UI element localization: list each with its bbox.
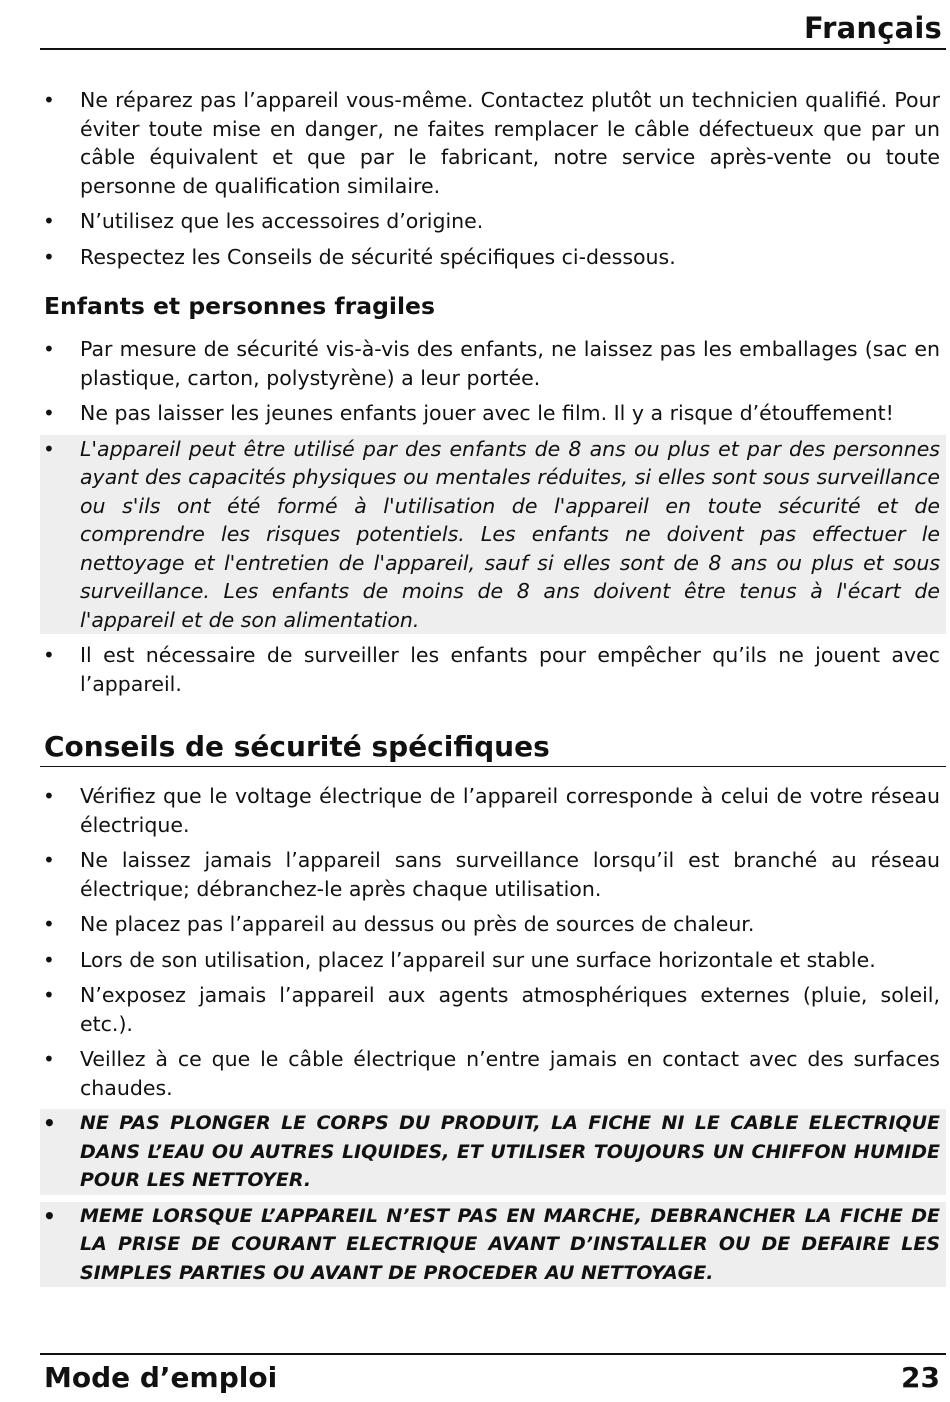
list-item: • Respectez les Conseils de sécurité spécifiques ci-dessous. xyxy=(40,243,946,272)
list-item: • N’exposez jamais l’appareil aux agents atmosphériques externes (pluie, soleil, etc.). xyxy=(40,981,946,1038)
intro-bullet-list xyxy=(0,86,950,271)
footer-title: Mode d’emploi xyxy=(44,1361,278,1394)
list-item: • Ne réparez pas l’appareil vous-même. Contactez plutôt un technicien qualifié. Pour éviter toute mise en danger, ne faites remplacer le câble défectueux que par un câble équivalent et que par le fabricant, notre service après-vente ou toute personne de qualification similaire. xyxy=(40,86,946,200)
warning-list-item: • NE PAS PLONGER LE CORPS DU PRODUIT, LA FICHE NI LE CABLE ELECTRIQUE DANS L’EAU OU AUTRES LIQUIDES, ET UTILISER TOUJOURS UN CHIFFON HUMIDE POUR LES NETTOYER. xyxy=(40,1109,946,1195)
section-rule xyxy=(40,766,946,767)
list-item: • Ne laissez jamais l’appareil sans surveillance lorsqu’il est branché au réseau électrique; débranchez-le après chaque utilisation. xyxy=(40,846,946,903)
header-rule xyxy=(40,48,946,50)
list-item: • Par mesure de sécurité vis-à-vis des enfants, ne laissez pas les emballages (sac en plastique, carton, polystyrène) a leur portée. xyxy=(40,335,946,392)
children-bullet-list xyxy=(0,335,950,698)
specific-heading: Conseils de sécurité spécifiques xyxy=(44,730,550,763)
header-language: Français xyxy=(803,11,942,45)
list-item: • N’utilisez que les accessoires d’origine. xyxy=(40,207,946,236)
specific-bullet-list xyxy=(0,782,950,1287)
list-item: • Ne pas laisser les jeunes enfants jouer avec le film. Il y a risque d’étouffement! xyxy=(40,399,946,428)
page-number: 23 xyxy=(901,1361,940,1394)
page-content xyxy=(0,86,950,1287)
warning-list-item: • MEME LORSQUE L’APPAREIL N’EST PAS EN MARCHE, DEBRANCHER LA FICHE DE LA PRISE DE COURANT ELECTRIQUE AVANT D’INSTALLER OU DE DEFAIRE LES SIMPLES PARTIES OU AVANT DE PROCEDER AU NETTOYAGE. xyxy=(40,1202,946,1288)
list-item: • Ne placez pas l’appareil au dessus ou près de sources de chaleur. xyxy=(40,910,946,939)
list-item: • Vérifiez que le voltage électrique de l’appareil corresponde à celui de votre réseau électrique. xyxy=(40,782,946,839)
footer-rule xyxy=(40,1353,946,1355)
list-item: • Lors de son utilisation, placez l’appareil sur une surface horizontale et stable. xyxy=(40,946,946,975)
list-item: • Veillez à ce que le câble électrique n’entre jamais en contact avec des surfaces chaudes. xyxy=(40,1045,946,1102)
list-item: • Il est nécessaire de surveiller les enfants pour empêcher qu’ils ne jouent avec l’appareil. xyxy=(40,641,946,698)
children-heading: Enfants et personnes fragiles xyxy=(44,292,435,320)
highlighted-list-item: • L'appareil peut être utilisé par des enfants de 8 ans ou plus et par des personnes ayant des capacités physiques ou mentales réduites, si elles sont sous surveillance ou s'ils ont été formé à l'utilisation de l'appareil en toute sécurité et de comprendre les risques potentiels. Les enfants ne doivent pas effectuer le nettoyage et l'entretien de l'appareil, sauf si elles sont de 8 ans ou plus et sous surveillance. Les enfants de moins de 8 ans doivent être tenus à l'écart de l'appareil et de son alimentation. xyxy=(40,435,946,635)
